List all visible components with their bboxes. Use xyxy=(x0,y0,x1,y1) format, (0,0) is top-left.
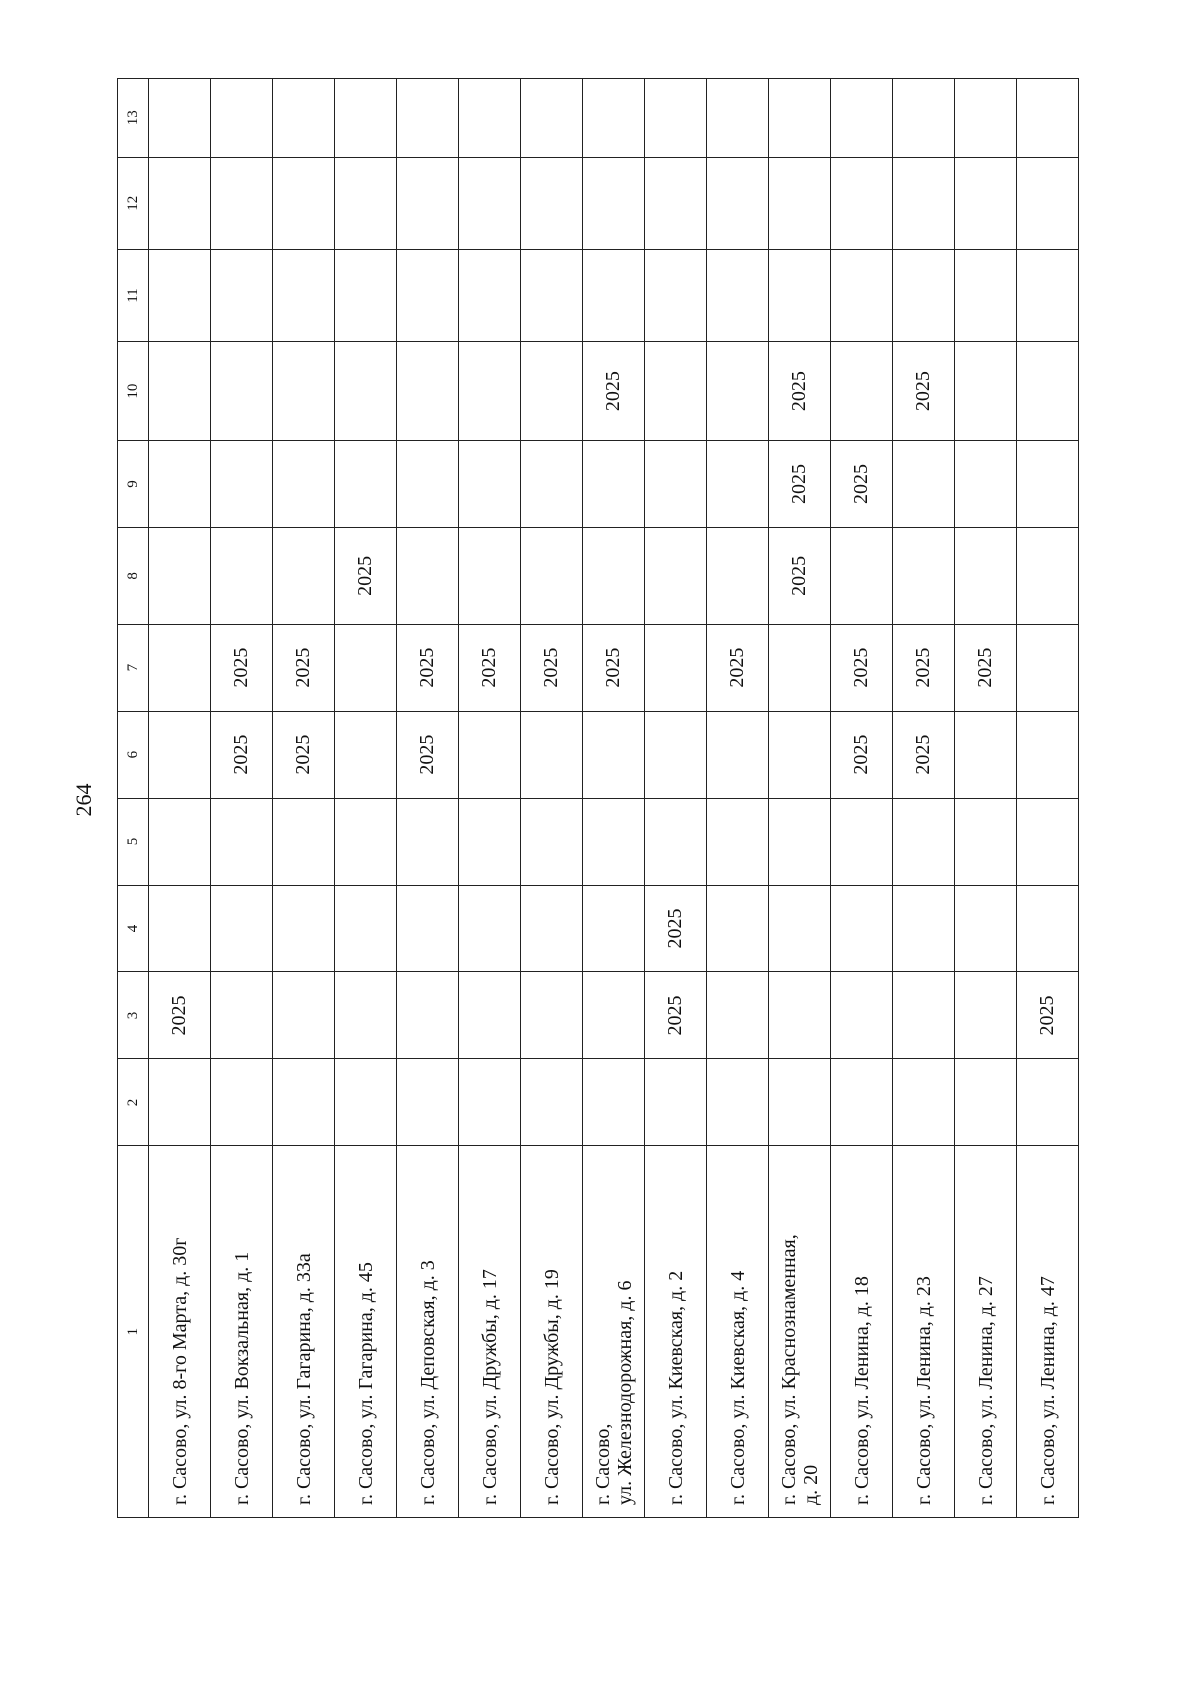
year-cell xyxy=(273,885,335,972)
year-cell xyxy=(645,798,707,885)
address-cell xyxy=(583,1146,645,1518)
year-cell: 2025 xyxy=(769,441,831,528)
year-cell xyxy=(149,798,211,885)
year-cell xyxy=(955,1059,1017,1146)
column-number-header: 4 xyxy=(118,885,149,972)
year-cell xyxy=(149,1059,211,1146)
year-cell xyxy=(397,342,459,441)
table-row xyxy=(273,79,335,1518)
year-cell xyxy=(211,1059,273,1146)
year-cell xyxy=(397,798,459,885)
year-cell xyxy=(211,157,273,249)
year-cell xyxy=(273,249,335,341)
year-cell xyxy=(397,79,459,158)
year-cell xyxy=(831,1059,893,1146)
year-cell: 2025 xyxy=(893,342,955,441)
year-cell xyxy=(1017,1059,1079,1146)
year-cell xyxy=(583,798,645,885)
year-cell xyxy=(521,798,583,885)
year-cell xyxy=(893,79,955,158)
year-cell xyxy=(769,972,831,1059)
year-cell: 2025 xyxy=(831,624,893,711)
address-cell: г. Сасово, ул. Киевская, д. 4 xyxy=(707,1146,769,1518)
year-cell xyxy=(335,711,397,798)
year-cell: 2025 xyxy=(583,624,645,711)
year-cell xyxy=(335,249,397,341)
year-cell: 2025 xyxy=(397,624,459,711)
year-cell xyxy=(831,527,893,624)
column-number-header: 3 xyxy=(118,972,149,1059)
year-cell xyxy=(335,342,397,441)
year-cell xyxy=(707,249,769,341)
year-cell xyxy=(335,624,397,711)
year-cell xyxy=(583,711,645,798)
year-cell xyxy=(583,1059,645,1146)
year-cell xyxy=(273,342,335,441)
address-line: г. Сасово, ул. Краснознаменная, xyxy=(777,1234,800,1505)
year-cell xyxy=(1017,342,1079,441)
year-cell xyxy=(707,1059,769,1146)
year-cell xyxy=(707,798,769,885)
year-cell xyxy=(521,157,583,249)
year-cell xyxy=(769,711,831,798)
year-cell xyxy=(583,157,645,249)
table-row xyxy=(335,79,397,1518)
year-cell xyxy=(955,441,1017,528)
year-cell xyxy=(459,972,521,1059)
address-line: г. Сасово, xyxy=(591,1423,614,1505)
year-cell xyxy=(211,972,273,1059)
year-cell xyxy=(645,527,707,624)
year-cell xyxy=(769,1059,831,1146)
year-cell xyxy=(955,79,1017,158)
year-cell xyxy=(459,342,521,441)
year-cell xyxy=(335,441,397,528)
year-cell xyxy=(955,157,1017,249)
year-cell xyxy=(397,885,459,972)
year-cell xyxy=(1017,157,1079,249)
year-cell xyxy=(769,885,831,972)
year-cell xyxy=(521,1059,583,1146)
year-cell xyxy=(273,527,335,624)
year-cell xyxy=(335,79,397,158)
year-cell xyxy=(893,1059,955,1146)
year-cell: 2025 xyxy=(831,711,893,798)
year-cell xyxy=(273,972,335,1059)
year-cell xyxy=(707,527,769,624)
year-cell xyxy=(521,249,583,341)
year-cell xyxy=(831,972,893,1059)
address-cell: г. Сасово, ул. 8-го Марта, д. 30г xyxy=(149,1146,211,1518)
year-cell xyxy=(583,441,645,528)
year-cell xyxy=(955,885,1017,972)
year-cell xyxy=(335,798,397,885)
address-cell: г. Сасово, ул. Вокзальная, д. 1 xyxy=(211,1146,273,1518)
year-cell xyxy=(459,157,521,249)
year-cell xyxy=(149,342,211,441)
year-cell xyxy=(769,157,831,249)
year-cell xyxy=(893,527,955,624)
column-number-header: 10 xyxy=(118,342,149,441)
year-cell: 2025 xyxy=(397,711,459,798)
year-cell: 2025 xyxy=(893,624,955,711)
year-cell xyxy=(273,1059,335,1146)
year-cell: 2025 xyxy=(769,342,831,441)
table-row xyxy=(707,79,769,1518)
year-cell xyxy=(273,157,335,249)
year-cell xyxy=(707,157,769,249)
year-cell xyxy=(211,798,273,885)
year-cell xyxy=(769,249,831,341)
year-cell xyxy=(707,342,769,441)
year-cell xyxy=(335,157,397,249)
year-cell: 2025 xyxy=(335,527,397,624)
year-cell xyxy=(211,79,273,158)
year-cell xyxy=(1017,527,1079,624)
year-cell xyxy=(1017,249,1079,341)
year-cell xyxy=(149,711,211,798)
address-cell xyxy=(769,1146,831,1518)
table-row xyxy=(955,79,1017,1518)
year-cell xyxy=(831,79,893,158)
year-cell xyxy=(459,79,521,158)
year-cell xyxy=(397,441,459,528)
year-cell xyxy=(955,527,1017,624)
year-cell xyxy=(645,249,707,341)
year-cell xyxy=(955,972,1017,1059)
year-cell xyxy=(397,157,459,249)
year-cell xyxy=(459,527,521,624)
year-cell xyxy=(645,441,707,528)
year-cell xyxy=(583,79,645,158)
year-cell xyxy=(459,441,521,528)
year-cell xyxy=(831,157,893,249)
year-cell xyxy=(1017,441,1079,528)
year-cell xyxy=(645,1059,707,1146)
year-cell xyxy=(893,157,955,249)
address-cell: г. Сасово, ул. Дружбы, д. 19 xyxy=(521,1146,583,1518)
address-cell: г. Сасово, ул. Деповская, д. 3 xyxy=(397,1146,459,1518)
year-cell: 2025 xyxy=(273,624,335,711)
year-cell xyxy=(1017,798,1079,885)
column-number-header: 12 xyxy=(118,157,149,249)
year-cell: 2025 xyxy=(521,624,583,711)
year-cell xyxy=(831,342,893,441)
year-cell: 2025 xyxy=(831,441,893,528)
page-number: 264 xyxy=(71,783,96,817)
address-cell: г. Сасово, ул. Гагарина, д. 33а xyxy=(273,1146,335,1518)
year-cell xyxy=(459,1059,521,1146)
year-cell: 2025 xyxy=(459,624,521,711)
year-cell xyxy=(893,798,955,885)
year-cell xyxy=(211,885,273,972)
year-cell xyxy=(645,624,707,711)
year-cell xyxy=(831,885,893,972)
table-row xyxy=(149,79,211,1518)
column-number-header: 11 xyxy=(118,249,149,341)
year-cell xyxy=(149,441,211,528)
address-cell: г. Сасово, ул. Киевская, д. 2 xyxy=(645,1146,707,1518)
year-cell xyxy=(211,441,273,528)
year-cell: 2025 xyxy=(211,624,273,711)
year-cell xyxy=(707,711,769,798)
year-cell xyxy=(211,527,273,624)
year-cell xyxy=(335,885,397,972)
year-cell xyxy=(707,441,769,528)
table-row xyxy=(521,79,583,1518)
table-row xyxy=(645,79,707,1518)
year-cell xyxy=(149,157,211,249)
year-cell xyxy=(273,441,335,528)
year-cell xyxy=(397,1059,459,1146)
year-cell xyxy=(583,972,645,1059)
year-cell: 2025 xyxy=(893,711,955,798)
year-cell xyxy=(893,972,955,1059)
year-cell xyxy=(459,249,521,341)
year-cell xyxy=(1017,79,1079,158)
table-row xyxy=(831,79,893,1518)
year-cell: 2025 xyxy=(583,342,645,441)
address-cell: г. Сасово, ул. Ленина, д. 27 xyxy=(955,1146,1017,1518)
year-cell xyxy=(521,972,583,1059)
rotated-table-wrapper xyxy=(117,78,1077,1518)
year-cell xyxy=(211,249,273,341)
year-cell xyxy=(831,249,893,341)
year-cell xyxy=(769,624,831,711)
year-cell xyxy=(397,527,459,624)
year-cell xyxy=(583,885,645,972)
year-cell xyxy=(645,711,707,798)
year-cell xyxy=(955,798,1017,885)
year-cell: 2025 xyxy=(645,885,707,972)
table-row xyxy=(397,79,459,1518)
year-cell xyxy=(149,885,211,972)
year-cell: 2025 xyxy=(1017,972,1079,1059)
year-cell xyxy=(1017,624,1079,711)
year-cell xyxy=(893,885,955,972)
year-cell xyxy=(149,249,211,341)
address-line: ул. Железнодорожная, д. 6 xyxy=(613,1280,636,1505)
header-row xyxy=(118,79,149,1518)
year-cell xyxy=(893,441,955,528)
year-cell xyxy=(769,798,831,885)
column-number-header: 9 xyxy=(118,441,149,528)
year-cell xyxy=(273,798,335,885)
year-cell xyxy=(955,249,1017,341)
table-row xyxy=(769,79,831,1518)
address-cell: г. Сасово, ул. Ленина, д. 47 xyxy=(1017,1146,1079,1518)
table-row xyxy=(893,79,955,1518)
year-cell xyxy=(583,249,645,341)
year-cell xyxy=(521,885,583,972)
year-cell xyxy=(1017,711,1079,798)
table-row xyxy=(583,79,645,1518)
year-cell xyxy=(397,972,459,1059)
table-row xyxy=(211,79,273,1518)
year-cell xyxy=(459,798,521,885)
year-cell xyxy=(645,342,707,441)
year-cell xyxy=(955,342,1017,441)
year-cell: 2025 xyxy=(211,711,273,798)
year-cell xyxy=(211,342,273,441)
year-cell xyxy=(769,79,831,158)
year-cell xyxy=(273,79,335,158)
year-cell: 2025 xyxy=(769,527,831,624)
year-cell xyxy=(707,885,769,972)
housing-repair-schedule-table xyxy=(117,78,1079,1518)
year-cell: 2025 xyxy=(955,624,1017,711)
year-cell xyxy=(831,798,893,885)
year-cell xyxy=(645,157,707,249)
year-cell xyxy=(149,79,211,158)
year-cell: 2025 xyxy=(273,711,335,798)
year-cell xyxy=(459,885,521,972)
year-cell xyxy=(521,342,583,441)
year-cell: 2025 xyxy=(645,972,707,1059)
year-cell xyxy=(521,79,583,158)
year-cell xyxy=(149,527,211,624)
year-cell xyxy=(1017,885,1079,972)
year-cell: 2025 xyxy=(707,624,769,711)
year-cell xyxy=(893,249,955,341)
year-cell xyxy=(459,711,521,798)
year-cell xyxy=(955,711,1017,798)
column-number-header: 5 xyxy=(118,798,149,885)
year-cell xyxy=(521,441,583,528)
address-line: д. 20 xyxy=(799,1464,822,1505)
column-number-header: 6 xyxy=(118,711,149,798)
year-cell xyxy=(707,79,769,158)
column-number-header: 2 xyxy=(118,1059,149,1146)
year-cell xyxy=(335,972,397,1059)
year-cell xyxy=(707,972,769,1059)
column-number-header: 8 xyxy=(118,527,149,624)
year-cell xyxy=(645,79,707,158)
year-cell xyxy=(335,1059,397,1146)
table-row xyxy=(459,79,521,1518)
year-cell: 2025 xyxy=(149,972,211,1059)
year-cell xyxy=(521,527,583,624)
column-number-header: 7 xyxy=(118,624,149,711)
column-number-header: 1 xyxy=(118,1146,149,1518)
address-cell: г. Сасово, ул. Ленина, д. 18 xyxy=(831,1146,893,1518)
year-cell xyxy=(397,249,459,341)
table-row xyxy=(1017,79,1079,1518)
address-cell: г. Сасово, ул. Дружбы, д. 17 xyxy=(459,1146,521,1518)
year-cell xyxy=(149,624,211,711)
year-cell xyxy=(583,527,645,624)
year-cell xyxy=(521,711,583,798)
column-number-header: 13 xyxy=(118,79,149,158)
address-cell: г. Сасово, ул. Ленина, д. 23 xyxy=(893,1146,955,1518)
address-cell: г. Сасово, ул. Гагарина, д. 45 xyxy=(335,1146,397,1518)
